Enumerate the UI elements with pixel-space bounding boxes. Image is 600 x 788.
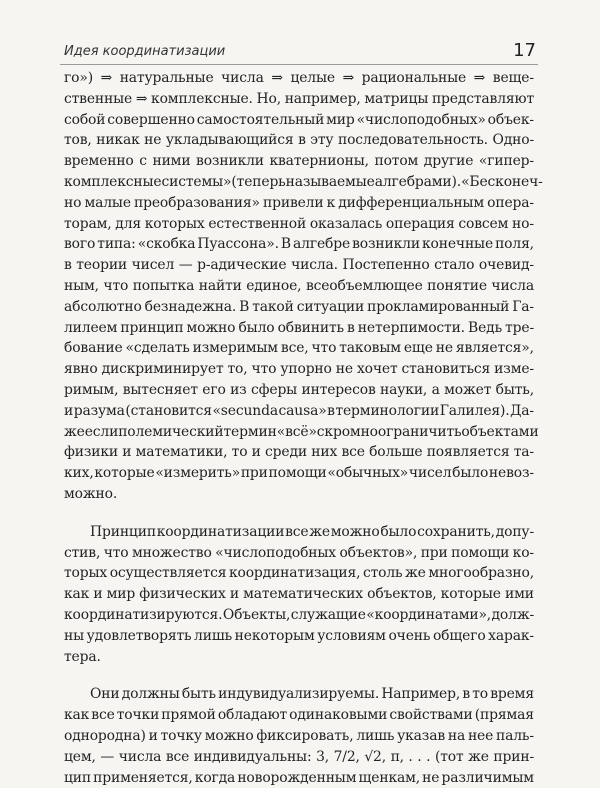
paragraph	[64, 684, 534, 788]
text-line: как все точки прямой обладают одинаковыми свойствами (прямая	[64, 705, 534, 726]
text-line: можно.	[64, 484, 534, 505]
paragraph-gap	[64, 505, 534, 522]
text-line: как и мир физических и математических объектов, которые ими	[64, 584, 534, 605]
text-line: ких, которые «измерить» при помощи «обычных» чисел было невоз-	[64, 463, 534, 484]
text-line: лилеем принцип можно было обвинить в нетерпимости. Ведь тре-	[64, 318, 534, 339]
paragraph-gap	[64, 667, 534, 684]
page-number: 17	[513, 40, 536, 61]
text-line: го») ⇒ натуральные числа ⇒ целые ⇒ рациональные ⇒ веще-	[64, 68, 534, 89]
text-line: ны удовлетворять лишь некоторым условиям очень общего харак-	[64, 626, 534, 647]
text-line: ственные ⇒ комплексные. Но, например, матрицы представляют	[64, 89, 534, 110]
body-text	[64, 68, 534, 788]
text-line: римым, вытесняет его из сферы интересов науки, а может быть,	[64, 380, 534, 401]
text-line: ным, что попытка найти единое, всеобъемлющее понятие числа	[64, 276, 534, 297]
text-line: собой совершенно самостоятельный мир «числоподобных» объек-	[64, 110, 534, 131]
text-line: Они должны быть индувидуализируемы. Например, в то время	[64, 684, 534, 705]
text-line: однородна) и точку можно фиксировать, лишь указав на нее паль-	[64, 726, 534, 747]
text-line: торам, для которых естественной оказалась операция совсем но-	[64, 214, 534, 235]
text-line: тера.	[64, 647, 534, 668]
text-line: комплексные системы» (теперь называемые алгебрами). «Бесконеч-	[64, 172, 534, 193]
text-line: координатизируются. Объекты, служащие «координатами», долж-	[64, 605, 534, 626]
text-line: физики и математики, то и среди них все больше появляется та-	[64, 442, 534, 463]
text-line: тов, никак не укладывающийся в эту последовательность. Одно-	[64, 130, 534, 151]
text-line: цип применяется, когда новорожденным щенкам, не различимым	[64, 768, 534, 788]
text-line: но малые преобразования» привели к дифференциальным опера-	[64, 193, 534, 214]
paragraph	[64, 68, 534, 505]
text-line: вого типа: «скобка Пуассона». В алгебре возникли конечные поля,	[64, 234, 534, 255]
running-header	[60, 38, 538, 65]
text-line: же если полемический термин «всё» скромно ограничить объектами	[64, 422, 534, 443]
text-line: и разума (становится «secunda causa» в терминологии Галилея). Да-	[64, 401, 534, 422]
text-line: абсолютно безнадежна. В такой ситуации прокламированный Га-	[64, 297, 534, 318]
text-line: Принцип координатизации все же можно было сохранить, допу-	[64, 522, 534, 543]
paragraph	[64, 522, 534, 668]
text-line: в теории чисел — p-адические числа. Постепенно стало очевид-	[64, 255, 534, 276]
text-line: явно дискриминирует то, что упорно не хочет становиться изме-	[64, 359, 534, 380]
text-line: стив, что множество «числоподобных объектов», при помощи ко-	[64, 543, 534, 564]
text-line: торых осуществляется координатизация, столь же многообразно,	[64, 563, 534, 584]
text-line: бование «сделать измеримым все, что таковым еще не является»,	[64, 338, 534, 359]
running-title: Идея координатизации	[64, 44, 225, 59]
text-line: временно с ними возникли кватернионы, потом другие «гипер-	[64, 151, 534, 172]
text-line: цем, — числа все индивидуальны: 3, 7/2, √2, π, . . . (тот же прин-	[64, 747, 534, 768]
